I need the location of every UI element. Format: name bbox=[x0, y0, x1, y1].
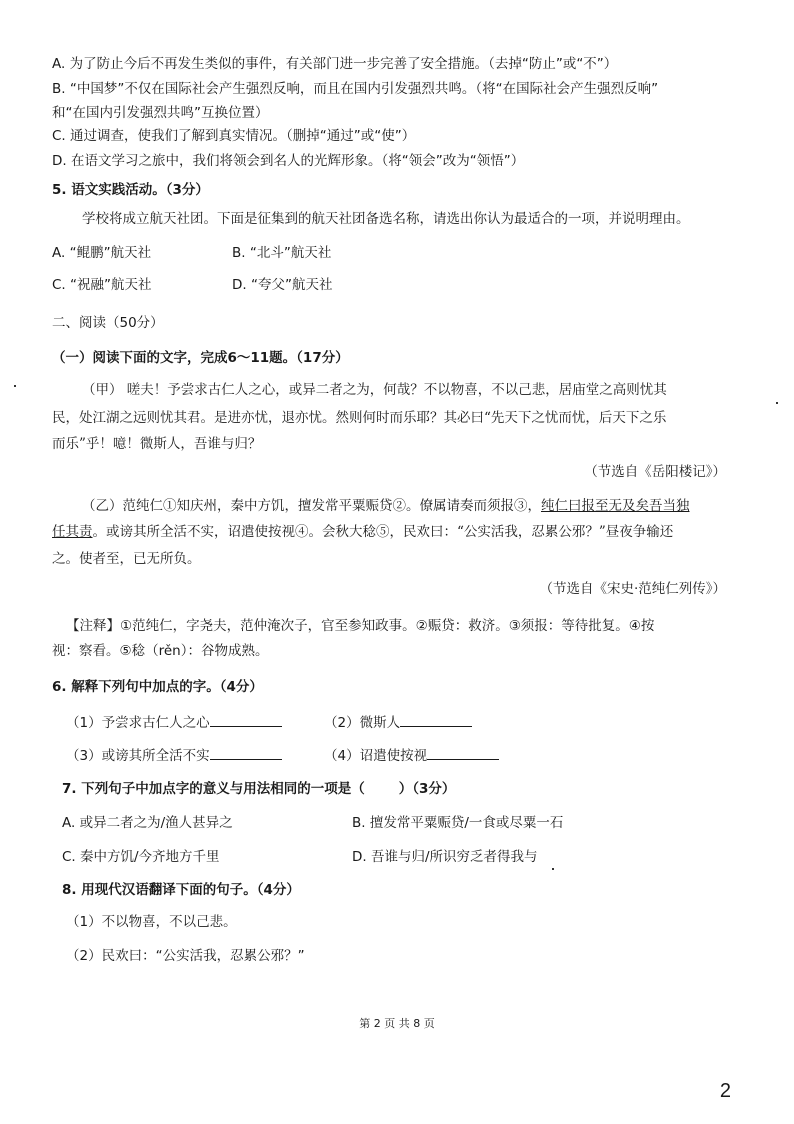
q4-option-a: A. 为了防止今后不再发生类似的事件，有关部门进一步完善了安全措施。（去掉“防止”或“不”） bbox=[52, 56, 618, 72]
q6-item1 bbox=[66, 712, 282, 732]
passage-b-line1 bbox=[82, 497, 690, 515]
q5-option-b: B. “北斗”航天社 bbox=[232, 245, 332, 261]
notes-line1: 【注释】①范纯仁，字尧夫，范仲淹次子，官至参知政事。②赈贷：救济。③须报：等待批复。④按 bbox=[66, 618, 655, 634]
notes-line2: 视：察看。⑤稔（rěn）：谷物成熟。 bbox=[52, 643, 269, 659]
q7-title-post: ）（3分） bbox=[398, 781, 456, 797]
q6-item4-text: （4）诏遣使按视 bbox=[324, 748, 428, 764]
q7-option-a: A. 或异二者之为/渔人甚异之 bbox=[62, 815, 233, 831]
page-footer: 第 2 页 共 8 页 bbox=[359, 1017, 435, 1030]
q5-prompt: 学校将成立航天社团。下面是征集到的航天社团备选名称，请选出你认为最适合的一项，并说明理由。 bbox=[82, 211, 690, 227]
q6-item3 bbox=[66, 745, 282, 765]
passage-b-source: （节选自《宋史·范纯仁列传》） bbox=[539, 581, 726, 597]
page-number: 2 bbox=[719, 1080, 731, 1102]
q6-title: 6. 解释下列句中加点的字。（4分） bbox=[52, 679, 263, 695]
passage-b-underlined-sentence-part2: 任其责 bbox=[52, 524, 93, 540]
q5-title: 5. 语文实践活动。（3分） bbox=[52, 182, 209, 198]
answer-blank bbox=[400, 712, 472, 727]
part1-title: （一）阅读下面的文字，完成6～11题。（17分） bbox=[52, 350, 349, 366]
q4-option-b-line1: B. “中国梦”不仅在国际社会产生强烈反响，而且在国内引发强烈共鸣。（将“在国际社会产生强烈反响” bbox=[52, 81, 659, 97]
q7-title bbox=[62, 780, 455, 798]
q6-item1-text: （1）予尝求古仁人之心 bbox=[66, 715, 210, 731]
q6-item3-text: （3）或谤其所全活不实 bbox=[66, 748, 210, 764]
q4-option-d: D. 在语文学习之旅中，我们将领会到名人的光辉形象。（将“领会”改为“领悟”） bbox=[52, 153, 525, 169]
q6-item4 bbox=[324, 745, 499, 765]
passage-a-source: （节选自《岳阳楼记》） bbox=[584, 464, 726, 480]
passage-b-line3: 之。使者至，已无所负。 bbox=[52, 551, 201, 567]
q8-item2: （2）民欢曰：“公实活我，忍累公邪？” bbox=[66, 948, 305, 964]
scan-speck bbox=[776, 402, 778, 404]
q8-item1: （1）不以物喜，不以己悲。 bbox=[66, 914, 237, 930]
answer-blank bbox=[427, 745, 499, 760]
q7-option-d: D. 吾谁与归/所识穷乏者得我与 bbox=[352, 849, 538, 865]
q6-item2 bbox=[324, 712, 472, 732]
answer-blank bbox=[210, 745, 282, 760]
passage-a-line2: 民，处江湖之远则忧其君。是进亦忧，退亦忧。然则何时而乐耶？其必曰“先天下之忧而忧，后天下之乐 bbox=[52, 410, 667, 426]
q7-option-c: C. 秦中方饥/今齐地方千里 bbox=[62, 849, 220, 865]
passage-b-underlined-sentence-part1: 纯仁曰报至无及矣吾当独 bbox=[541, 498, 690, 514]
passage-a-line1: （甲） 嗟夫！予尝求古仁人之心，或异二者之为，何哉？不以物喜，不以己悲，居庙堂之高则忧其 bbox=[82, 382, 667, 398]
q7-title-pre: 7. 下列句子中加点字的意义与用法相同的一项是（ bbox=[62, 781, 365, 797]
q5-option-a: A. “鲲鹏”航天社 bbox=[52, 245, 152, 261]
q5-option-d: D. “夸父”航天社 bbox=[232, 277, 333, 293]
scan-speck bbox=[552, 868, 554, 870]
q5-option-c: C. “祝融”航天社 bbox=[52, 277, 152, 293]
q4-option-c: C. 通过调查，使我们了解到真实情况。（删掉“通过”或“使”） bbox=[52, 128, 416, 144]
q4-option-b-line2: 和“在国内引发强烈共鸣”互换位置） bbox=[52, 105, 269, 121]
passage-b-line2 bbox=[52, 523, 673, 541]
passage-a-line3: 而乐”乎！噫！微斯人，吾谁与归？ bbox=[52, 436, 262, 452]
q7-option-b: B. 擅发常平粟赈贷/一食或尽粟一石 bbox=[352, 815, 564, 831]
q6-item2-text: （2）微斯人 bbox=[324, 715, 401, 731]
passage-b-line1-text: （乙）范纯仁①知庆州，秦中方饥，擅发常平粟赈贷②。僚属请奏而须报③， bbox=[82, 498, 541, 514]
q8-title: 8. 用现代汉语翻译下面的句子。（4分） bbox=[62, 882, 300, 898]
passage-b-line2-text: 。或谤其所全活不实，诏遣使按视④。会秋大稔⑤，民欢曰：“公实活我，忍累公邪？”昼夜争输还 bbox=[92, 524, 674, 540]
answer-blank bbox=[210, 712, 282, 727]
scan-speck bbox=[14, 385, 16, 387]
section-title: 二、阅读（50分） bbox=[52, 315, 164, 331]
